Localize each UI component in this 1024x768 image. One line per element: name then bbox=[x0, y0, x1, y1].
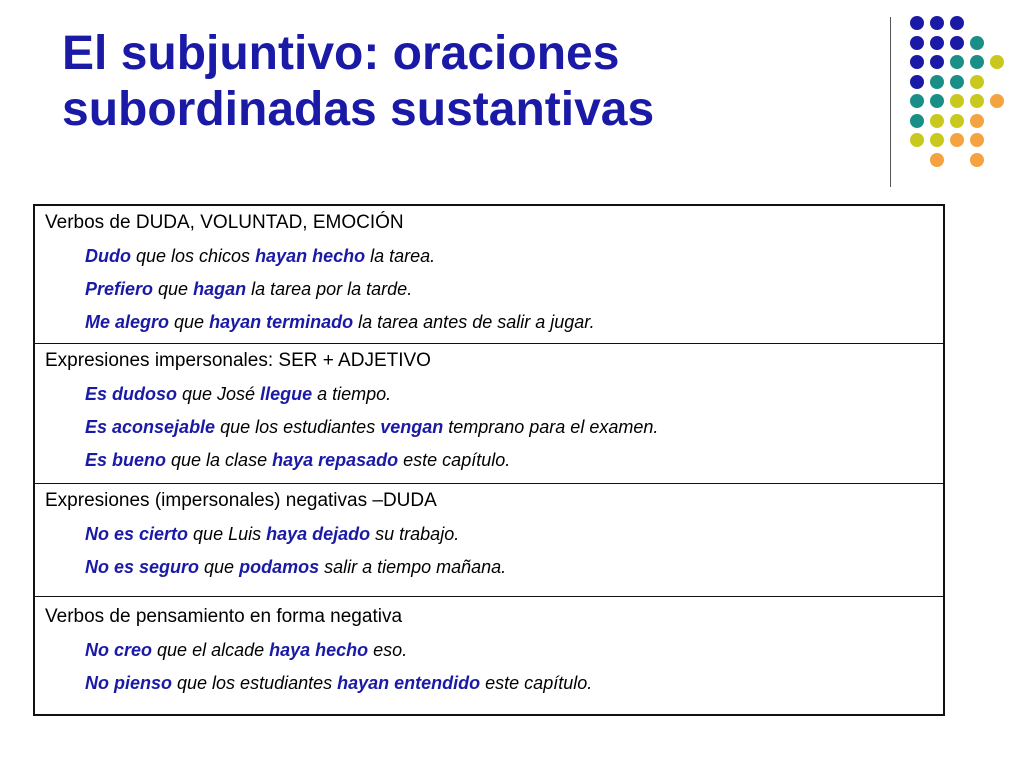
sentence-text: que bbox=[153, 279, 194, 299]
decorative-dot bbox=[950, 114, 964, 128]
subjunctive-phrase: Es aconsejable bbox=[85, 417, 216, 437]
decorative-dot bbox=[990, 55, 1004, 69]
decorative-dot bbox=[930, 75, 944, 89]
sentence-text: este capítulo. bbox=[480, 673, 593, 693]
subjunctive-phrase: podamos bbox=[239, 557, 320, 577]
section-heading: Verbos de pensamiento en forma negativa bbox=[45, 606, 403, 627]
sentence-text: que los estudiantes bbox=[172, 673, 338, 693]
section-expresiones-impersonales bbox=[35, 344, 943, 484]
decorative-dot bbox=[950, 75, 964, 89]
decorative-dot bbox=[930, 94, 944, 108]
sentence-text: que bbox=[199, 557, 240, 577]
subjunctive-phrase: No es seguro bbox=[85, 557, 200, 577]
decorative-dot bbox=[910, 36, 924, 50]
decorative-dot bbox=[970, 133, 984, 147]
example-sentence bbox=[45, 672, 933, 694]
examples-table bbox=[33, 204, 945, 716]
sentence-text: que José bbox=[177, 384, 261, 404]
subjunctive-phrase: No es cierto bbox=[85, 524, 189, 544]
example-sentence bbox=[45, 383, 933, 405]
sentence-text: que bbox=[169, 312, 210, 332]
decorative-dot bbox=[910, 114, 924, 128]
decorative-dot bbox=[990, 94, 1004, 108]
subjunctive-phrase: Dudo bbox=[85, 246, 131, 266]
decorative-dot bbox=[910, 16, 924, 30]
decorative-dot bbox=[910, 55, 924, 69]
decorative-dot bbox=[970, 114, 984, 128]
decorative-dot bbox=[930, 153, 944, 167]
section-verbos-pensamiento-negativa bbox=[35, 597, 943, 714]
subjunctive-phrase: llegue bbox=[260, 384, 313, 404]
decorative-dot bbox=[970, 55, 984, 69]
decorative-dot bbox=[910, 94, 924, 108]
decorative-dot bbox=[950, 55, 964, 69]
decorative-dot bbox=[950, 16, 964, 30]
subjunctive-phrase: vengan bbox=[380, 417, 444, 437]
sentence-text: que los chicos bbox=[130, 246, 256, 266]
sentence-text: eso. bbox=[368, 640, 408, 660]
title-line-1: El subjuntivo: oraciones bbox=[62, 27, 620, 80]
example-sentence bbox=[45, 449, 933, 471]
title-line-2: subordinadas sustantivas bbox=[62, 83, 655, 136]
decorative-dot bbox=[910, 133, 924, 147]
decorative-dot bbox=[930, 55, 944, 69]
subjunctive-phrase: Es dudoso bbox=[85, 384, 178, 404]
decorative-dot bbox=[930, 114, 944, 128]
sentence-text: la tarea antes de salir a jugar. bbox=[353, 312, 595, 332]
sentence-text: que los estudiantes bbox=[215, 417, 381, 437]
sentence-text: este capítulo. bbox=[398, 450, 511, 470]
sentence-text: que el alcade bbox=[152, 640, 270, 660]
section-heading: Expresiones impersonales: SER + ADJETIVO bbox=[45, 350, 431, 371]
decorative-dot bbox=[950, 36, 964, 50]
subjunctive-phrase: hagan bbox=[193, 279, 247, 299]
decorative-dot bbox=[930, 36, 944, 50]
decorative-dot bbox=[970, 153, 984, 167]
subjunctive-phrase: hayan entendido bbox=[337, 673, 481, 693]
decorative-dot bbox=[970, 36, 984, 50]
decorative-dot bbox=[910, 75, 924, 89]
subjunctive-phrase: hayan terminado bbox=[209, 312, 354, 332]
example-sentence bbox=[45, 278, 933, 300]
subjunctive-phrase: Es bueno bbox=[85, 450, 167, 470]
subjunctive-phrase: haya hecho bbox=[269, 640, 369, 660]
subjunctive-phrase: Me alegro bbox=[85, 312, 170, 332]
sentence-text: a tiempo. bbox=[312, 384, 392, 404]
section-expresiones-negativas bbox=[35, 484, 943, 597]
subjunctive-phrase: haya repasado bbox=[272, 450, 399, 470]
sentence-text: la tarea por la tarde. bbox=[246, 279, 413, 299]
example-sentence bbox=[45, 523, 933, 545]
section-heading: Expresiones (impersonales) negativas –DUDA bbox=[45, 490, 437, 511]
example-sentence bbox=[45, 311, 933, 333]
decorative-dot-grid bbox=[0, 0, 1024, 200]
decorative-dot bbox=[930, 16, 944, 30]
example-sentence bbox=[45, 416, 933, 438]
sentence-text: temprano para el examen. bbox=[443, 417, 659, 437]
sentence-text: la tarea. bbox=[365, 246, 436, 266]
sentence-text: su trabajo. bbox=[370, 524, 460, 544]
sentence-text: que la clase bbox=[166, 450, 273, 470]
sentence-text: salir a tiempo mañana. bbox=[319, 557, 507, 577]
decorative-dot bbox=[950, 133, 964, 147]
subjunctive-phrase: hayan hecho bbox=[255, 246, 366, 266]
example-sentence bbox=[45, 245, 933, 267]
decorative-dot bbox=[950, 94, 964, 108]
sentence-text: que Luis bbox=[188, 524, 267, 544]
subjunctive-phrase: haya dejado bbox=[266, 524, 371, 544]
section-heading: Verbos de DUDA, VOLUNTAD, EMOCIÓN bbox=[45, 212, 404, 233]
example-sentence bbox=[45, 556, 933, 578]
subjunctive-phrase: No creo bbox=[85, 640, 153, 660]
section-duda-voluntad-emocion bbox=[35, 206, 943, 344]
decorative-dot bbox=[970, 75, 984, 89]
subjunctive-phrase: No pienso bbox=[85, 673, 173, 693]
decorative-dot bbox=[930, 133, 944, 147]
subjunctive-phrase: Prefiero bbox=[85, 279, 154, 299]
decorative-dot bbox=[970, 94, 984, 108]
example-sentence bbox=[45, 639, 933, 661]
